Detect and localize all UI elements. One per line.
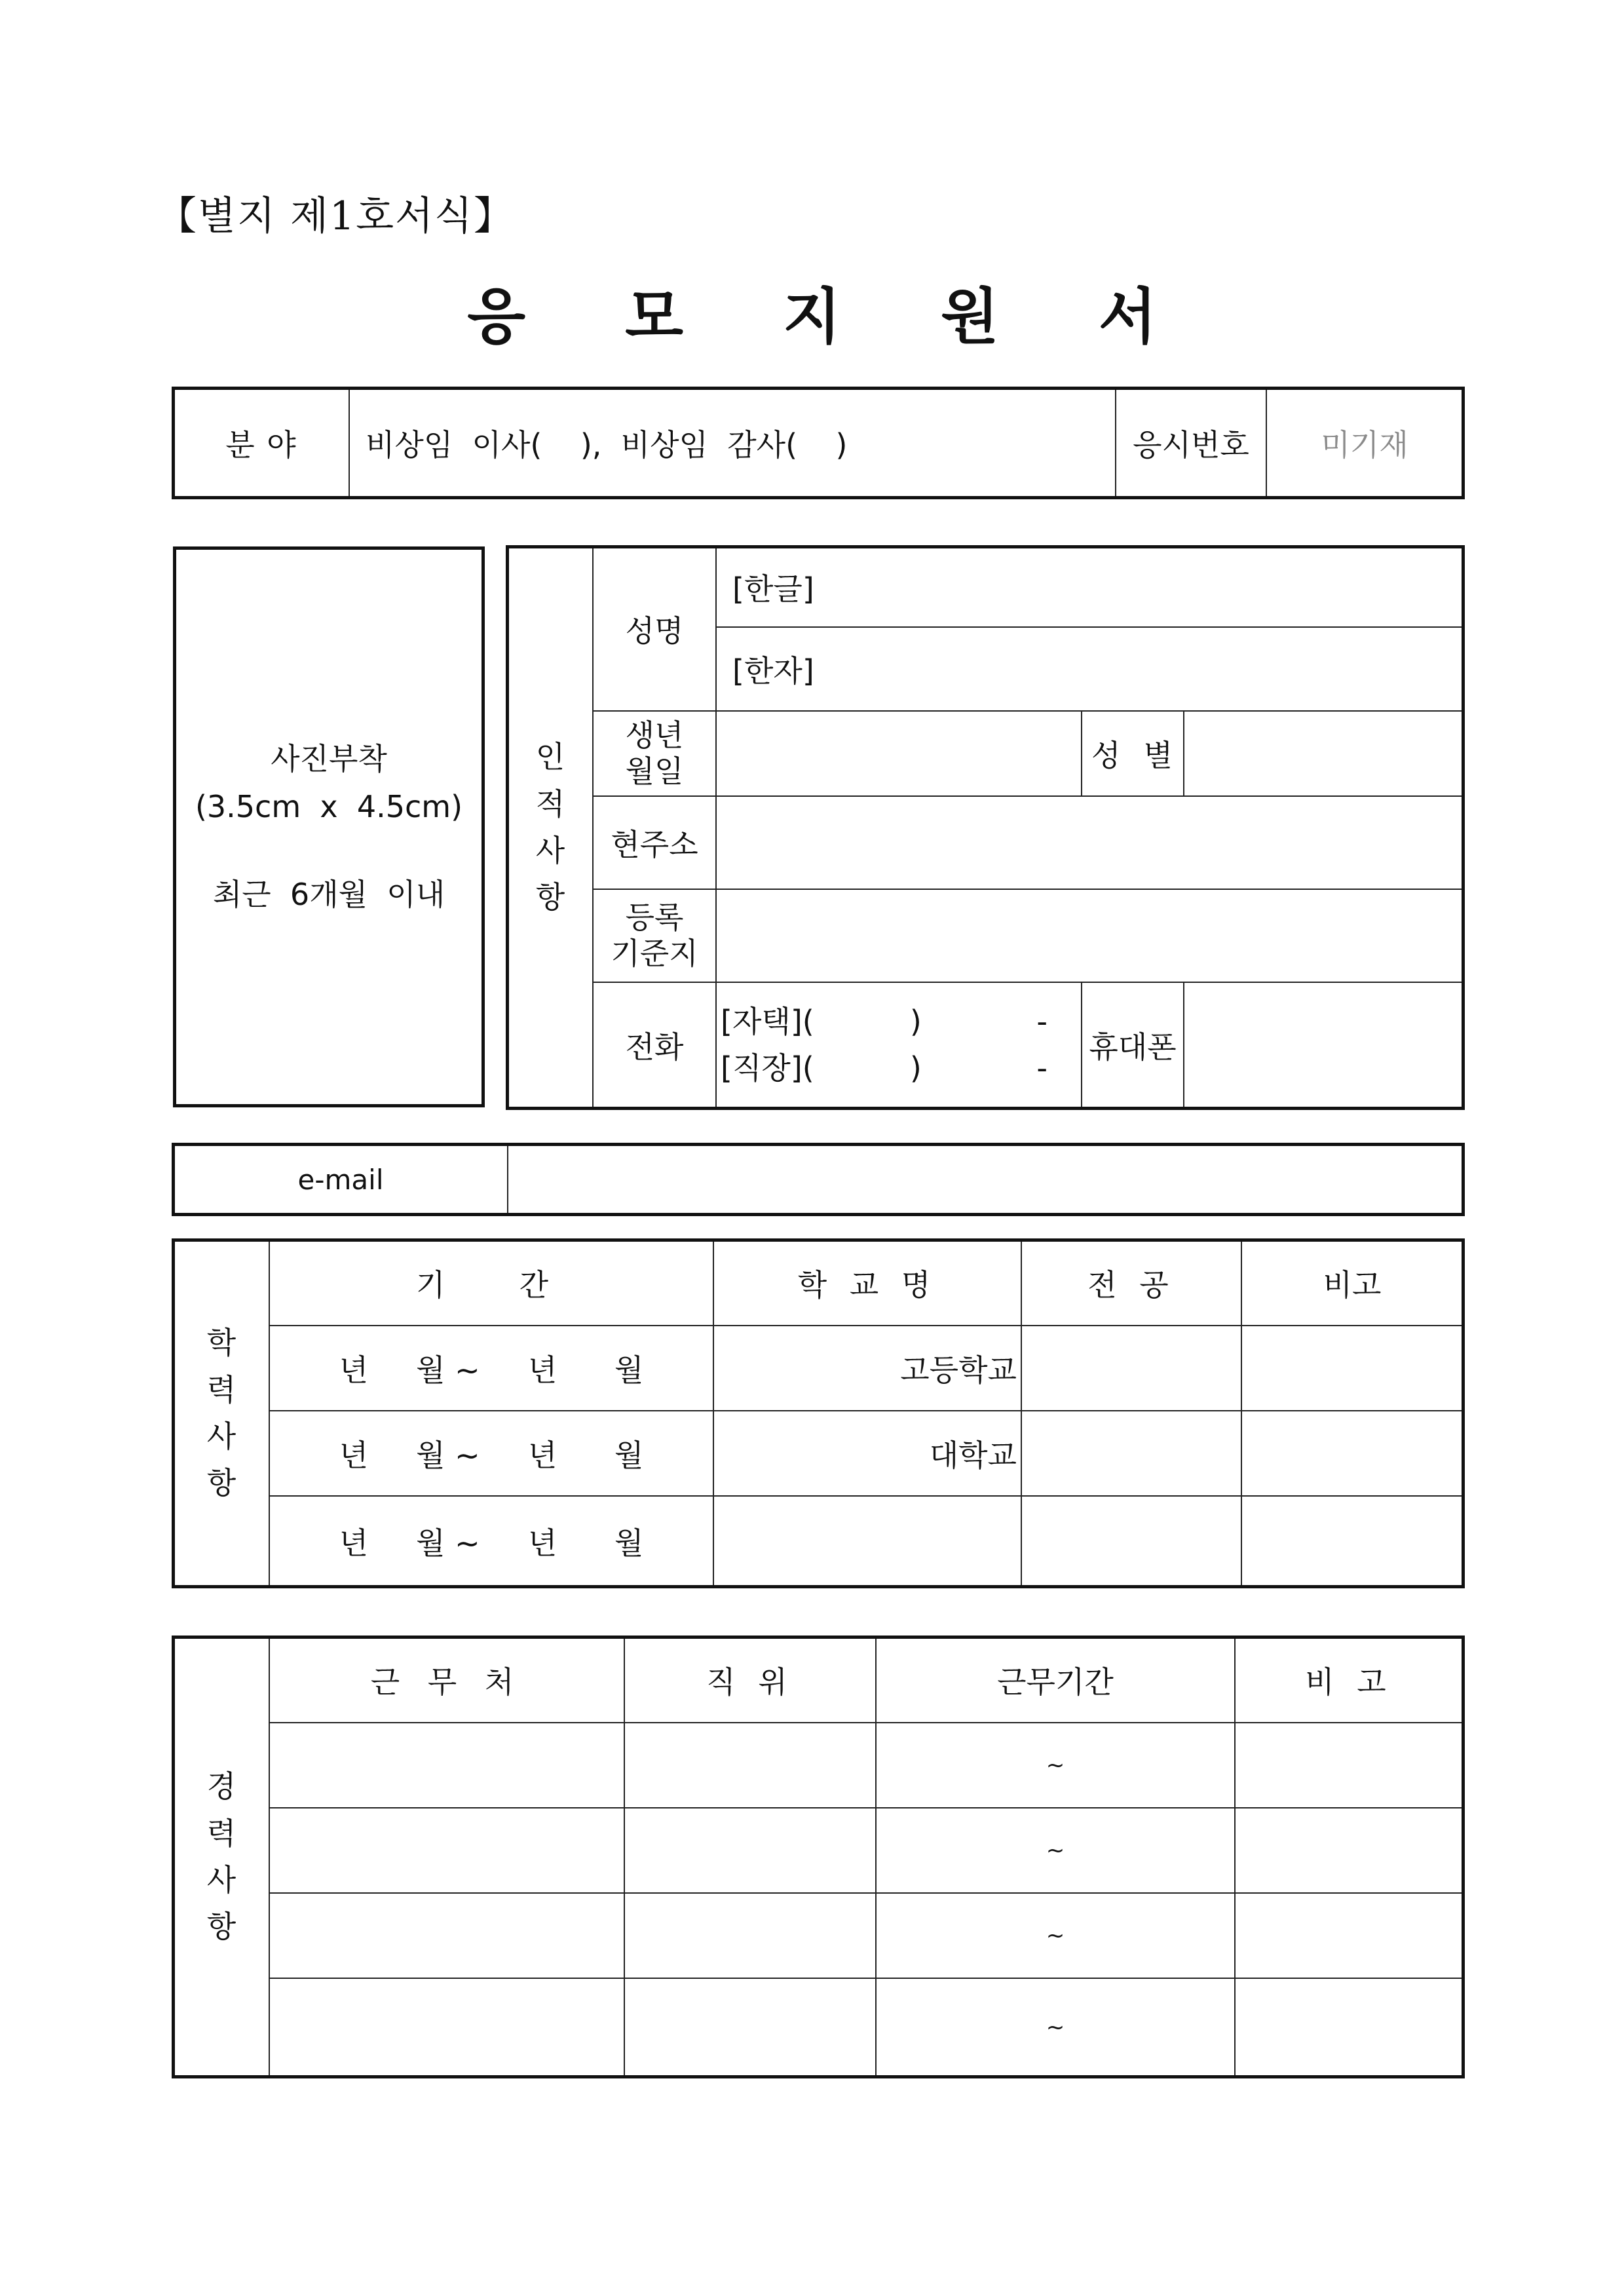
birthdate-label: 생년 월일: [593, 711, 716, 796]
mobile-field[interactable]: [1184, 982, 1463, 1108]
registry-label: 등록 기준지: [593, 889, 716, 982]
career-workplace[interactable]: [269, 1808, 624, 1893]
education-major[interactable]: [1021, 1496, 1241, 1586]
career-period[interactable]: ~: [876, 1978, 1235, 2076]
career-remarks[interactable]: [1235, 1808, 1463, 1893]
education-remarks[interactable]: [1241, 1411, 1463, 1496]
table-row: [174, 1411, 1463, 1496]
education-header-period: 기 간: [269, 1240, 713, 1326]
education-table: [173, 1240, 1463, 1587]
career-position[interactable]: [624, 1978, 876, 2076]
birthdate-field[interactable]: [716, 711, 1082, 796]
photo-recency: 최근 6개월 이내: [212, 876, 445, 912]
field-label: 분 야: [174, 389, 349, 497]
career-position[interactable]: [624, 1893, 876, 1978]
photo-label: 사진부착: [271, 740, 387, 776]
education-section-label: 학 력 사 항: [174, 1240, 269, 1586]
career-header-remarks: 비 고: [1235, 1637, 1463, 1723]
education-header-major: 전 공: [1021, 1240, 1241, 1326]
exam-number-value: 미기재: [1266, 389, 1463, 497]
education-school[interactable]: [713, 1496, 1021, 1586]
career-header-workplace: 근 무 처: [269, 1637, 624, 1723]
name-label: 성명: [593, 547, 716, 711]
career-position[interactable]: [624, 1723, 876, 1808]
gender-label: 성 별: [1082, 711, 1184, 796]
career-header-period: 근무기간: [876, 1637, 1235, 1723]
career-table: [173, 1637, 1463, 2077]
address-label: 현주소: [593, 796, 716, 889]
education-period[interactable]: 년 월 ~ 년 월: [269, 1496, 713, 1586]
career-position[interactable]: [624, 1808, 876, 1893]
document-title: 응 모 지 원 서: [467, 282, 1196, 352]
career-workplace[interactable]: [269, 1893, 624, 1978]
personal-section-label: 인 적 사 항: [508, 547, 593, 1108]
phone-label: 전화: [593, 982, 716, 1108]
phone-field[interactable]: [716, 982, 1082, 1108]
table-row: [174, 1978, 1463, 2076]
address-field[interactable]: [716, 796, 1463, 889]
photo-size: (3.5cm x 4.5cm): [195, 789, 463, 825]
gender-field[interactable]: [1184, 711, 1463, 796]
career-remarks[interactable]: [1235, 1978, 1463, 2076]
table-row: [174, 1326, 1463, 1411]
career-period[interactable]: ~: [876, 1893, 1235, 1978]
career-section-label: 경 력 사 항: [174, 1637, 269, 2076]
education-major[interactable]: [1021, 1411, 1241, 1496]
phone-work[interactable]: [직장]( ) -: [721, 1050, 1048, 1086]
table-row: [174, 1496, 1463, 1586]
education-school[interactable]: 대학교: [713, 1411, 1021, 1496]
field-options[interactable]: 비상임 이사( ), 비상임 감사( ): [349, 389, 1116, 497]
field-table: [173, 388, 1463, 498]
career-remarks[interactable]: [1235, 1723, 1463, 1808]
education-period[interactable]: 년 월 ~ 년 월: [269, 1411, 713, 1496]
education-major[interactable]: [1021, 1326, 1241, 1411]
education-school[interactable]: 고등학교: [713, 1326, 1021, 1411]
table-row: [174, 1893, 1463, 1978]
career-remarks[interactable]: [1235, 1893, 1463, 1978]
email-table: [173, 1144, 1463, 1215]
education-header-remarks: 비고: [1241, 1240, 1463, 1326]
education-period[interactable]: 년 월 ~ 년 월: [269, 1326, 713, 1411]
personal-info-table: [507, 546, 1463, 1109]
form-number-label: 【별지 제1호서식】: [157, 193, 515, 239]
career-workplace[interactable]: [269, 1723, 624, 1808]
career-workplace[interactable]: [269, 1978, 624, 2076]
table-row: [174, 1808, 1463, 1893]
table-row: [174, 1723, 1463, 1808]
education-header-school: 학 교 명: [713, 1240, 1021, 1326]
photo-box[interactable]: [173, 546, 485, 1107]
education-remarks[interactable]: [1241, 1326, 1463, 1411]
career-header-position: 직 위: [624, 1637, 876, 1723]
registry-field[interactable]: [716, 889, 1463, 982]
career-period[interactable]: ~: [876, 1808, 1235, 1893]
name-hanja-field[interactable]: [한자]: [716, 627, 1463, 711]
email-field[interactable]: [508, 1145, 1463, 1214]
name-korean-field[interactable]: [한글]: [716, 547, 1463, 627]
phone-home[interactable]: [자택]( ) -: [721, 1003, 1048, 1039]
career-period[interactable]: ~: [876, 1723, 1235, 1808]
exam-number-label: 응시번호: [1116, 389, 1266, 497]
mobile-label: 휴대폰: [1082, 982, 1184, 1108]
email-label: e-mail: [174, 1145, 508, 1214]
education-remarks[interactable]: [1241, 1496, 1463, 1586]
